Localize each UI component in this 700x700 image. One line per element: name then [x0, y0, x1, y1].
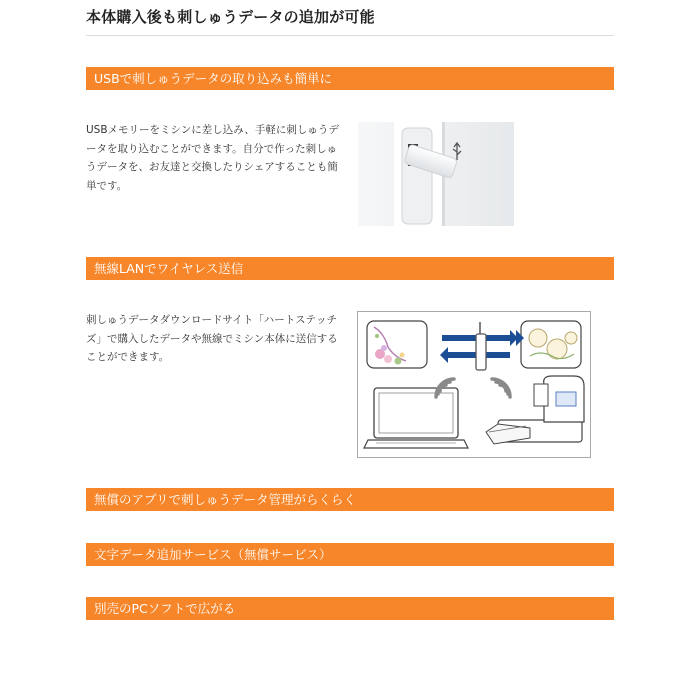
- section-heading-pc-software[interactable]: 別売のPCソフトで広がる: [86, 597, 614, 620]
- wifi-signal-right-icon: [492, 379, 510, 397]
- usb-stick-image: [358, 122, 514, 226]
- section-heading-text-data-service[interactable]: 文字データ追加サービス（無償サービス）: [86, 543, 614, 566]
- section-description-wireless: 刺しゅうデータダウンロードサイト「ハートステッチズ」で購入したデータや無線でミシン本体に送信することができます。: [86, 314, 338, 363]
- wireless-router-icon: [476, 322, 486, 370]
- page-title: 本体購入後も刺しゅうデータの追加が可能: [86, 8, 375, 26]
- embroidery-design-card-left-icon: [367, 321, 427, 368]
- embroidery-design-card-right-icon: [521, 321, 581, 368]
- section-heading-usb[interactable]: USBで刺しゅうデータの取り込みも簡単に: [86, 67, 614, 90]
- title-divider: [86, 35, 614, 36]
- section-heading-free-app[interactable]: 無償のアプリで刺しゅうデータ管理がらくらく: [86, 488, 614, 511]
- wireless-transfer-diagram: [357, 311, 591, 458]
- section-description-usb: USBメモリーをミシンに差し込み、手軽に刺しゅうデータを取り込むことができます。自分で作った刺しゅうデータを、お友達と交換したりシェアすることも簡単です。: [86, 124, 339, 192]
- section-heading-wireless[interactable]: 無線LANでワイヤレス送信: [86, 257, 614, 280]
- laptop-icon: [364, 388, 468, 448]
